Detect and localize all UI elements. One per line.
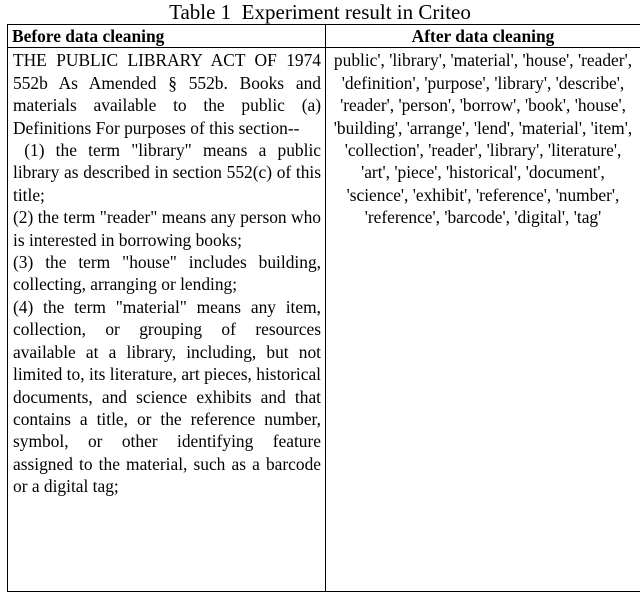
before-paragraph-material: (4) the term "material" means any item, collection, or grouping of resources available at a library, including, but not limited to, its literature, art pieces, historical documents, and science exhibits and that contains a title, or the reference number, symbol, or other identifying feature assigned to the material, such as a barcode or a digital tag;: [13, 296, 321, 497]
after-cleaning-tokens: public', 'library', 'material', 'house', 'reader', 'definition', 'purpose', 'library', 'describe', 'reader', 'person', 'borrow', 'book', 'house', 'building', 'arrange', 'lend', 'material', 'item', 'collection', 'reader', 'library', 'literature', 'art', 'piece', 'historical', 'document', 'science', 'exhibit', 'reference', 'number', 'reference', 'barcode', 'digital', 'tag': [333, 50, 633, 228]
after-cleaning-cell: [326, 48, 640, 592]
header-after-cleaning: After data cleaning: [326, 25, 640, 48]
table-row: [8, 48, 640, 592]
results-table: [7, 24, 640, 592]
table-caption: Table 1 Experiment result in Criteo: [169, 0, 471, 24]
before-paragraph-reader: (2) the term "reader" means any person who is interested in borrowing books;: [13, 207, 321, 250]
header-row: [8, 25, 640, 48]
header-before-cleaning: Before data cleaning: [8, 25, 326, 48]
before-cleaning-cell: [8, 48, 326, 592]
before-paragraph-house: (3) the term "house" includes building, collecting, arranging or lending;: [13, 252, 321, 295]
before-paragraph-library: (1) the term "library" means a public library as described in section 552(c) of this title;: [13, 140, 321, 205]
before-paragraph-preamble: THE PUBLIC LIBRARY ACT OF 1974 552b As Amended § 552b. Books and materials available to the public (a) Definitions For purposes of this section--: [13, 50, 321, 138]
